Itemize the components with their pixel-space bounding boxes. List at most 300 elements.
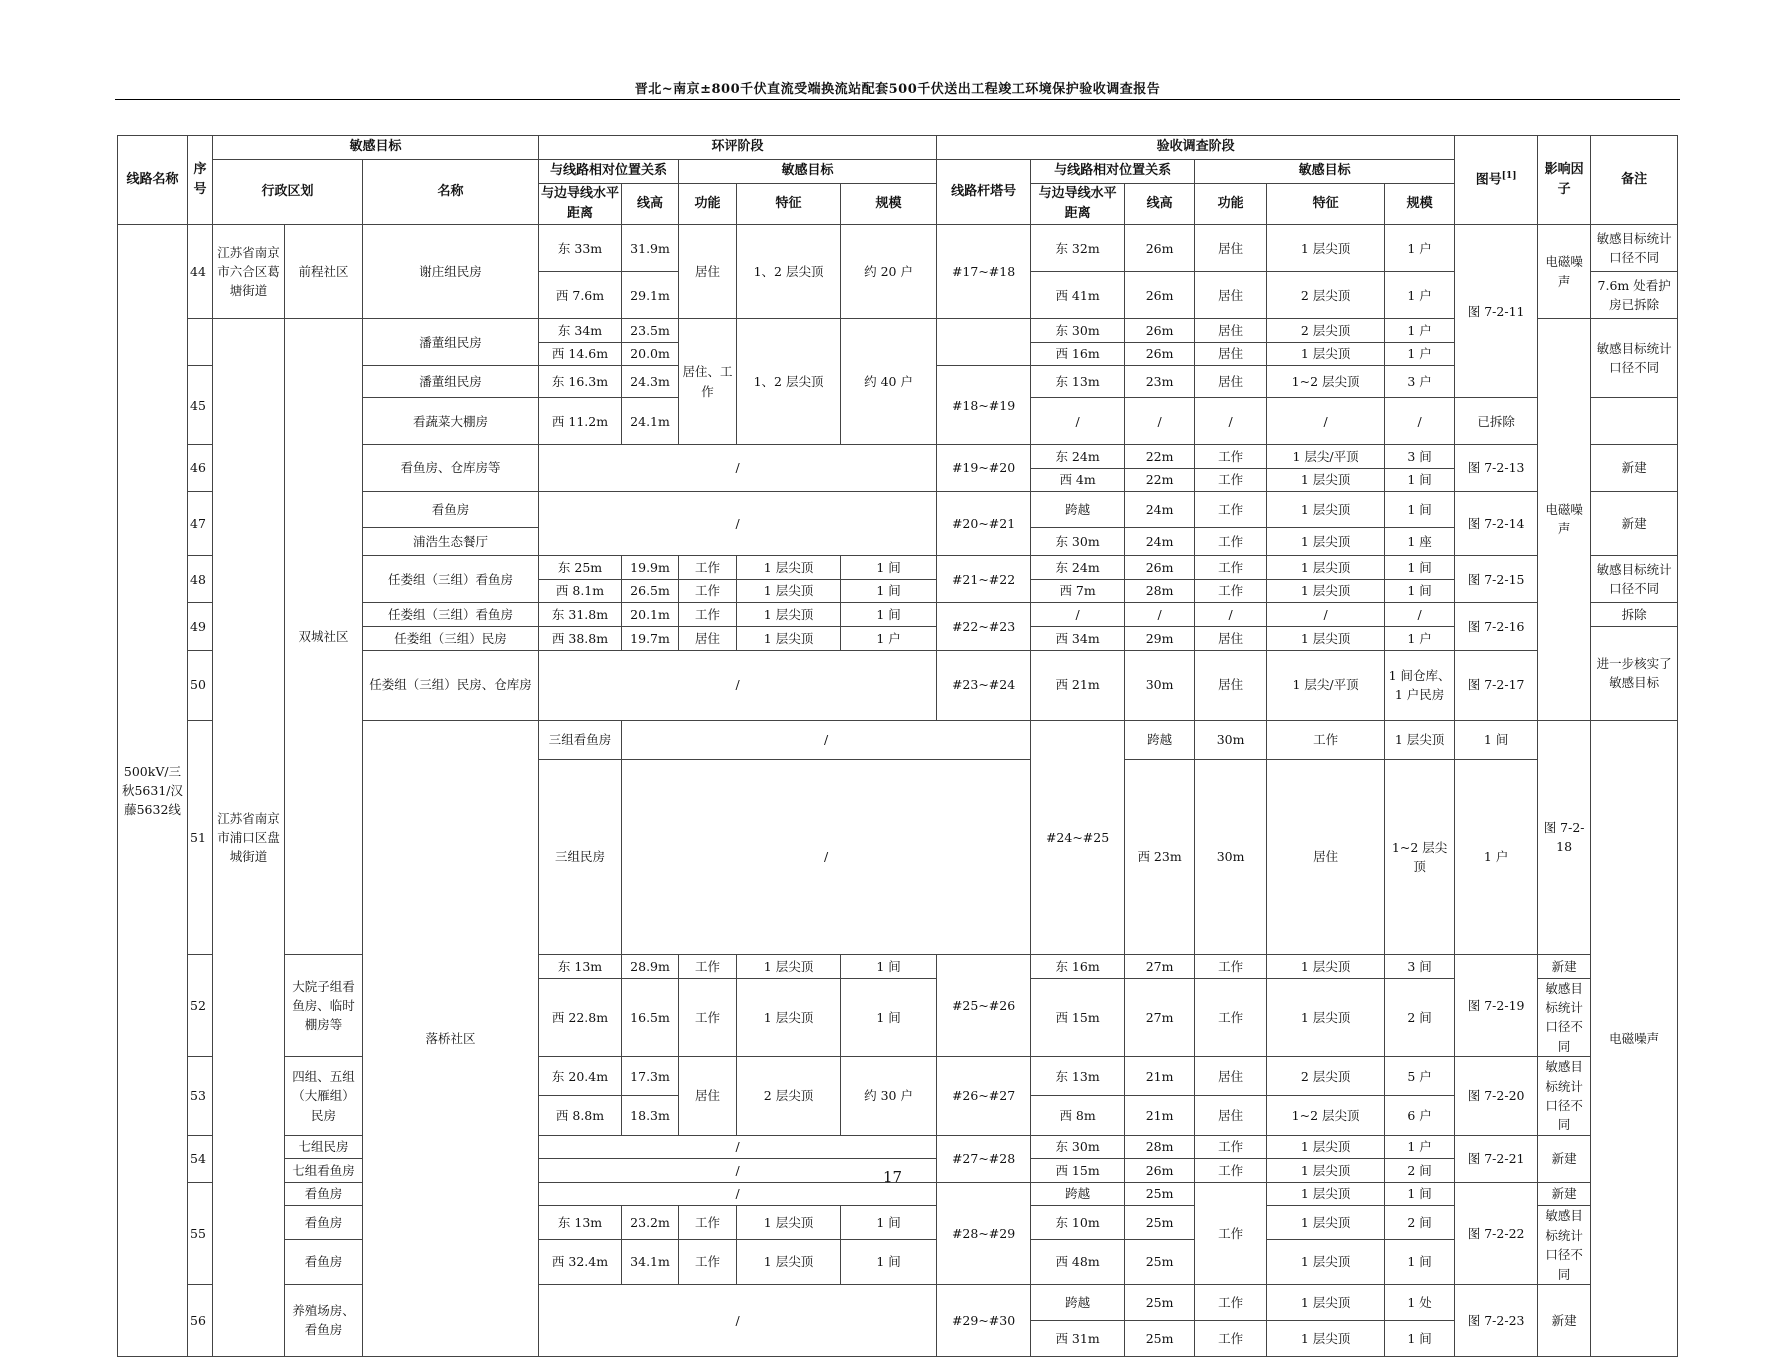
acc-cell: / — [1385, 603, 1455, 627]
eia-cell: 工作 — [679, 603, 737, 627]
acc-cell: 工作 — [1195, 1320, 1267, 1356]
remark-cell: 新建 — [1538, 1182, 1591, 1206]
col-fig-label: 图号 — [1475, 172, 1502, 188]
eia-slash: / — [539, 1284, 937, 1356]
acc-cell: 跨越 — [1031, 492, 1125, 528]
eia-cell: 1 间 — [841, 978, 937, 1057]
acc-cell: 1 处 — [1385, 1284, 1455, 1320]
acc-cell: 1 层尖顶 — [1385, 720, 1455, 760]
acc-cell: 1 层尖顶 — [1267, 1284, 1385, 1320]
seq-cell: 52 — [188, 955, 213, 1057]
acc-cell: 6 户 — [1385, 1096, 1455, 1135]
name-cell: 看鱼房 — [285, 1239, 363, 1284]
eia-cell: 31.9m — [622, 225, 679, 272]
name-cell: 三组看鱼房 — [539, 720, 622, 760]
tower-cell: #25~#26 — [937, 955, 1031, 1057]
eia-cell: 1 间 — [841, 955, 937, 979]
eia-cell: 东 20.4m — [539, 1057, 622, 1096]
acc-cell: 1 层尖顶 — [1267, 955, 1385, 979]
acc-cell: 西 4m — [1031, 468, 1125, 492]
acc-cell: 3 间 — [1385, 444, 1455, 468]
tower-cell: #26~#27 — [937, 1057, 1031, 1136]
name-cell: 任娄组（三组）看鱼房 — [363, 603, 539, 627]
eia-cell: 29.1m — [622, 272, 679, 319]
eia-cell: 1 间 — [841, 1239, 937, 1284]
acc-cell: / — [1195, 398, 1267, 445]
col-func: 功能 — [679, 184, 737, 225]
eia-cell: 工作 — [679, 1206, 737, 1239]
eia-cell: 居住 — [679, 626, 737, 650]
acc-cell: 3 户 — [1385, 366, 1455, 398]
fig-cell: 图 7-2-18 — [1538, 720, 1591, 955]
eia-cell: 约 30 户 — [841, 1057, 937, 1136]
eia-cell: 1 间 — [841, 579, 937, 603]
acc-cell: / — [1125, 603, 1195, 627]
acc-cell: 西 23m — [1125, 760, 1195, 955]
acc-cell: / — [1267, 398, 1385, 445]
acc-cell: 居住 — [1195, 1057, 1267, 1096]
remark-cell: 敏感目标统计口径不同 — [1591, 556, 1678, 603]
acc-cell: 1 层尖顶 — [1267, 342, 1385, 366]
remark-cell: 新建 — [1538, 1284, 1591, 1356]
remark-cell: 拆除 — [1591, 603, 1678, 627]
col-horiz-acc: 与边导线水平距离 — [1031, 184, 1125, 225]
acc-cell: 西 31m — [1031, 1320, 1125, 1356]
eia-cell: 西 8.8m — [539, 1096, 622, 1135]
eia-cell: 19.7m — [622, 626, 679, 650]
acc-cell: 工作 — [1195, 556, 1267, 580]
tower-cell: #19~#20 — [937, 444, 1031, 491]
col-acc-target: 敏感目标 — [1195, 160, 1455, 184]
acc-cell: 1 户 — [1385, 626, 1455, 650]
seq-cell: 54 — [188, 1135, 213, 1182]
acc-cell: 25m — [1125, 1206, 1195, 1239]
acc-cell: 西 41m — [1031, 272, 1125, 319]
eia-cell: 19.9m — [622, 556, 679, 580]
acc-cell: 26m — [1125, 556, 1195, 580]
eia-cell: 东 25m — [539, 556, 622, 580]
acc-cell: 1 层尖顶 — [1267, 556, 1385, 580]
fig-cell: 图 7-2-11 — [1455, 225, 1538, 398]
name-cell: 四组、五组（大雁组）民房 — [285, 1057, 363, 1136]
acc-cell: 30m — [1125, 650, 1195, 720]
tower-cell: #22~#23 — [937, 603, 1031, 650]
acc-cell: 26m — [1125, 1159, 1195, 1183]
name-cell: 看鱼房、仓库房等 — [363, 444, 539, 491]
eia-cell: 工作 — [679, 955, 737, 979]
acc-cell: 工作 — [1195, 444, 1267, 468]
col-horiz: 与边导线水平距离 — [539, 184, 622, 225]
col-sens-target: 敏感目标 — [213, 136, 539, 160]
col-acc-stage: 验收调查阶段 — [937, 136, 1455, 160]
eia-cell: 1 间 — [841, 603, 937, 627]
acc-cell: 1~2 层尖顶 — [1385, 760, 1455, 955]
acc-cell: 西 15m — [1031, 978, 1125, 1057]
acc-cell: 1 间 — [1385, 492, 1455, 528]
tower-cell: #27~#28 — [937, 1135, 1031, 1182]
admin-cell: 江苏省南京市六合区葛塘街道 — [213, 225, 285, 319]
eia-cell: 1 层尖顶 — [737, 626, 841, 650]
fig-cell: 图 7-2-22 — [1455, 1182, 1538, 1284]
acc-cell: 东 10m — [1031, 1206, 1125, 1239]
acc-cell: 工作 — [1195, 492, 1267, 528]
acc-cell: 26m — [1125, 319, 1195, 343]
acc-cell: 居住 — [1195, 272, 1267, 319]
fig-cell: 图 7-2-21 — [1455, 1135, 1538, 1182]
acc-cell: 工作 — [1195, 978, 1267, 1057]
acc-cell: 27m — [1125, 955, 1195, 979]
eia-cell: 23.2m — [622, 1206, 679, 1239]
acc-cell: 30m — [1195, 760, 1267, 955]
acc-cell: 2 层尖顶 — [1267, 272, 1385, 319]
eia-cell: 34.1m — [622, 1239, 679, 1284]
acc-cell: 东 16m — [1031, 955, 1125, 979]
line-name-cell: 500kV/三秋5631/汉藤5632线 — [118, 225, 188, 1357]
seq-cell: 49 — [188, 603, 213, 650]
eia-cell: 工作 — [679, 1239, 737, 1284]
acc-cell: 居住 — [1195, 319, 1267, 343]
tower-cell-upper — [937, 319, 1031, 366]
acc-cell: / — [1267, 603, 1385, 627]
admin-cell: 前程社区 — [285, 225, 363, 319]
eia-cell: 1 层尖顶 — [737, 978, 841, 1057]
acc-cell: 居住 — [1195, 225, 1267, 272]
eia-cell: 居住 — [679, 1057, 737, 1136]
acc-cell: 工作 — [1195, 1182, 1267, 1284]
acc-cell: / — [1031, 398, 1125, 445]
eia-cell: 1、2 层尖顶 — [737, 319, 841, 445]
acc-cell: 26m — [1125, 342, 1195, 366]
eia-cell: 1 层尖顶 — [737, 1239, 841, 1284]
eia-cell: 居住 — [679, 225, 737, 319]
acc-cell: 1 户 — [1385, 225, 1455, 272]
eia-cell: 工作 — [679, 978, 737, 1057]
acc-cell: 23m — [1125, 366, 1195, 398]
name-cell: 三组民房 — [539, 760, 622, 955]
acc-cell: 居住 — [1267, 760, 1385, 955]
acc-cell: / — [1125, 398, 1195, 445]
col-eia-stage: 环评阶段 — [539, 136, 937, 160]
acc-cell: 1 层尖顶 — [1267, 1206, 1385, 1239]
page-number: 17 — [882, 1168, 903, 1186]
acc-cell: 1 间 — [1385, 468, 1455, 492]
eia-slash: / — [622, 760, 1031, 955]
fig-cell: 图 7-2-20 — [1455, 1057, 1538, 1136]
name-cell: 浦浩生态餐厅 — [363, 528, 539, 556]
remark-cell: 已拆除 — [1455, 398, 1538, 445]
eia-cell: 17.3m — [622, 1057, 679, 1096]
col-scale: 规模 — [841, 184, 937, 225]
acc-cell: 1 户 — [1385, 272, 1455, 319]
eia-cell: 约 20 户 — [841, 225, 937, 319]
acc-cell: 东 30m — [1031, 1135, 1125, 1159]
acc-cell: 1 户 — [1455, 760, 1538, 955]
acc-cell: 2 间 — [1385, 978, 1455, 1057]
eia-cell: 西 22.8m — [539, 978, 622, 1057]
acc-cell: 25m — [1125, 1284, 1195, 1320]
remark-cell: 7.6m 处看护房已拆除 — [1591, 272, 1678, 319]
remark-cell: 进一步核实了敏感目标 — [1591, 626, 1678, 720]
acc-cell: 东 24m — [1031, 556, 1125, 580]
eia-cell: 居住、工作 — [679, 319, 737, 445]
tower-cell: #24~#25 — [1031, 720, 1125, 955]
acc-cell: 27m — [1125, 978, 1195, 1057]
seq-cell: 55 — [188, 1182, 213, 1284]
admin-cell: 落桥社区 — [363, 720, 539, 1356]
acc-cell: 工作 — [1195, 579, 1267, 603]
acc-cell: 居住 — [1195, 342, 1267, 366]
name-cell: 七组看鱼房 — [285, 1159, 363, 1183]
header-rule — [115, 99, 1680, 100]
acc-cell: 28m — [1125, 1135, 1195, 1159]
remark-cell: 敏感目标统计口径不同 — [1538, 978, 1591, 1057]
acc-cell: 22m — [1125, 444, 1195, 468]
eia-cell: 23.5m — [622, 319, 679, 343]
acc-cell: 西 34m — [1031, 626, 1125, 650]
eia-cell: 约 40 户 — [841, 319, 937, 445]
eia-cell: 西 11.2m — [539, 398, 622, 445]
acc-cell: 西 8m — [1031, 1096, 1125, 1135]
eia-cell: 28.9m — [622, 955, 679, 979]
acc-cell: 2 间 — [1385, 1159, 1455, 1183]
acc-cell: 工作 — [1195, 955, 1267, 979]
acc-cell: / — [1195, 603, 1267, 627]
name-cell: 潘董组民房 — [363, 366, 539, 398]
name-cell: 七组民房 — [285, 1135, 363, 1159]
acc-cell: 29m — [1125, 626, 1195, 650]
acc-cell: 东 30m — [1031, 319, 1125, 343]
eia-cell: 1 户 — [841, 626, 937, 650]
acc-cell: 居住 — [1195, 626, 1267, 650]
seq-cell: 50 — [188, 650, 213, 720]
eia-cell: 东 13m — [539, 1206, 622, 1239]
col-feature: 特征 — [737, 184, 841, 225]
remark-cell: 新建 — [1538, 955, 1591, 979]
col-scale-acc: 规模 — [1385, 184, 1455, 225]
eia-cell: 东 34m — [539, 319, 622, 343]
acc-cell: 3 间 — [1385, 955, 1455, 979]
name-cell: 看蔬菜大棚房 — [363, 398, 539, 445]
eia-cell: 工作 — [679, 579, 737, 603]
col-tower: 线路杆塔号 — [937, 160, 1031, 225]
tower-cell: #23~#24 — [937, 650, 1031, 720]
acc-cell: 工作 — [1195, 468, 1267, 492]
eia-cell: 1 间 — [841, 1206, 937, 1239]
acc-cell: 26m — [1125, 225, 1195, 272]
acc-cell: 工作 — [1195, 1159, 1267, 1183]
acc-cell: 居住 — [1195, 650, 1267, 720]
eia-cell: 东 33m — [539, 225, 622, 272]
remark-cell: 新建 — [1591, 444, 1678, 491]
eia-cell: 1 层尖顶 — [737, 955, 841, 979]
acc-cell: 21m — [1125, 1057, 1195, 1096]
name-cell: 潘董组民房 — [363, 319, 539, 366]
seq-cell: 53 — [188, 1057, 213, 1136]
eia-cell: 西 32.4m — [539, 1239, 622, 1284]
name-cell: 大院子组看鱼房、临时棚房等 — [285, 955, 363, 1057]
eia-slash: / — [539, 492, 937, 556]
acc-cell: 工作 — [1195, 1135, 1267, 1159]
acc-cell: 跨越 — [1031, 1182, 1125, 1206]
seq-spacer — [188, 319, 213, 366]
seq-cell: 44 — [188, 225, 213, 319]
acc-cell: 1~2 层尖顶 — [1267, 366, 1385, 398]
col-seq: 序号 — [188, 136, 213, 225]
factor-cell: 电磁噪声 — [1538, 319, 1591, 720]
eia-cell: 1 层尖顶 — [737, 603, 841, 627]
acc-cell: 1 层尖顶 — [1267, 1182, 1385, 1206]
eia-cell: 1 层尖顶 — [737, 579, 841, 603]
fig-cell: 图 7-2-23 — [1455, 1284, 1538, 1356]
acc-cell: 28m — [1125, 579, 1195, 603]
acc-cell: 东 32m — [1031, 225, 1125, 272]
eia-cell: 东 31.8m — [539, 603, 622, 627]
eia-cell: 16.5m — [622, 978, 679, 1057]
seq-cell: 48 — [188, 556, 213, 603]
eia-slash: / — [539, 650, 937, 720]
acc-cell: 1 座 — [1385, 528, 1455, 556]
acc-cell: 1 层尖顶 — [1267, 1159, 1385, 1183]
remark-cell: 敏感目标统计口径不同 — [1538, 1206, 1591, 1285]
acc-cell: 1 间 — [1385, 1239, 1455, 1284]
col-feature-acc: 特征 — [1267, 184, 1385, 225]
acc-cell: 工作 — [1195, 1284, 1267, 1320]
acc-cell: 2 层尖顶 — [1267, 1057, 1385, 1096]
eia-cell: 1 间 — [841, 556, 937, 580]
tower-cell: #17~#18 — [937, 225, 1031, 319]
eia-slash: / — [539, 444, 937, 491]
col-remark: 备注 — [1591, 136, 1678, 225]
seq-cell: 56 — [188, 1284, 213, 1356]
acc-cell: 1 层尖/平顶 — [1267, 650, 1385, 720]
tower-cell: #21~#22 — [937, 556, 1031, 603]
name-cell: 任娄组（三组）民房、仓库房 — [363, 650, 539, 720]
col-factor: 影响因子 — [1538, 136, 1591, 225]
acc-cell: 1 层尖顶 — [1267, 626, 1385, 650]
acc-cell: 26m — [1125, 272, 1195, 319]
eia-cell: 1、2 层尖顶 — [737, 225, 841, 319]
acc-cell: 25m — [1125, 1239, 1195, 1284]
acc-cell: 1 层尖顶 — [1267, 492, 1385, 528]
admin-cell: 江苏省南京市浦口区盘城街道 — [213, 319, 285, 1357]
eia-cell: 24.1m — [622, 398, 679, 445]
eia-slash: / — [539, 1159, 937, 1183]
acc-cell: 24m — [1125, 492, 1195, 528]
acc-cell: 25m — [1125, 1182, 1195, 1206]
acc-cell: 1 户 — [1385, 319, 1455, 343]
fig-cell: 图 7-2-15 — [1455, 556, 1538, 603]
acc-cell: 1 间 — [1385, 1182, 1455, 1206]
tower-cell: #18~#19 — [937, 366, 1031, 445]
name-cell: 谢庄组民房 — [363, 225, 539, 319]
name-cell: 看鱼房 — [285, 1206, 363, 1239]
eia-cell: 26.5m — [622, 579, 679, 603]
col-rel-pos: 与线路相对位置关系 — [539, 160, 679, 184]
acc-cell: 24m — [1125, 528, 1195, 556]
acc-cell: 跨越 — [1125, 720, 1195, 760]
name-cell: 任娄组（三组）看鱼房 — [363, 556, 539, 603]
col-fig-footnote: [1] — [1501, 170, 1517, 181]
tower-cell: #28~#29 — [937, 1182, 1031, 1284]
acc-cell: 工作 — [1195, 528, 1267, 556]
tower-cell: #29~#30 — [937, 1284, 1031, 1356]
remark-cell: 敏感目标统计口径不同 — [1591, 319, 1678, 398]
acc-cell: 2 间 — [1385, 1206, 1455, 1239]
seq-cell: 46 — [188, 444, 213, 491]
acc-cell: 西 16m — [1031, 342, 1125, 366]
fig-cell: 图 7-2-13 — [1455, 444, 1538, 491]
acc-cell: 1 户 — [1385, 342, 1455, 366]
eia-cell: 20.0m — [622, 342, 679, 366]
acc-cell: 2 层尖顶 — [1267, 319, 1385, 343]
acc-cell: 30m — [1195, 720, 1267, 760]
acc-cell: 西 48m — [1031, 1239, 1125, 1284]
remark-cell: 新建 — [1591, 492, 1678, 556]
acc-cell: 1 层尖顶 — [1267, 579, 1385, 603]
admin-cell: 双城社区 — [285, 319, 363, 955]
eia-cell: 18.3m — [622, 1096, 679, 1135]
col-eia-target: 敏感目标 — [679, 160, 937, 184]
eia-cell: 西 14.6m — [539, 342, 622, 366]
fig-cell: 图 7-2-17 — [1455, 650, 1538, 720]
seq-cell: 47 — [188, 492, 213, 556]
seq-cell: 45 — [188, 366, 213, 445]
acc-cell: / — [1385, 398, 1455, 445]
acc-cell: 22m — [1125, 468, 1195, 492]
col-fig — [1455, 136, 1538, 225]
acc-cell: 1 间 — [1385, 579, 1455, 603]
acc-cell: 东 13m — [1031, 366, 1125, 398]
col-func-acc: 功能 — [1195, 184, 1267, 225]
acc-cell: 西 21m — [1031, 650, 1125, 720]
name-cell: 养殖场房、看鱼房 — [285, 1284, 363, 1356]
acc-cell: 西 15m — [1031, 1159, 1125, 1183]
acc-cell: 东 24m — [1031, 444, 1125, 468]
eia-cell: 1 层尖顶 — [737, 1206, 841, 1239]
factor-cell: 电磁噪声 — [1538, 225, 1591, 319]
acc-cell: 1 层尖顶 — [1267, 225, 1385, 272]
acc-cell: 1 层尖顶 — [1267, 978, 1385, 1057]
col-admin: 行政区划 — [213, 160, 363, 225]
fig-cell: 图 7-2-14 — [1455, 492, 1538, 556]
acc-cell: 1 间 — [1455, 720, 1538, 760]
acc-cell: 居住 — [1195, 366, 1267, 398]
fig-cell: 图 7-2-19 — [1455, 955, 1538, 1057]
remark-cell: 新建 — [1538, 1135, 1591, 1182]
acc-cell: 1~2 层尖顶 — [1267, 1096, 1385, 1135]
remark-cell: 敏感目标统计口径不同 — [1538, 1057, 1591, 1136]
acc-cell: 1 间仓库、1 户民房 — [1385, 650, 1455, 720]
col-name: 名称 — [363, 160, 539, 225]
fig-cell: 图 7-2-16 — [1455, 603, 1538, 650]
col-height: 线高 — [622, 184, 679, 225]
eia-cell: 西 38.8m — [539, 626, 622, 650]
eia-cell: 2 层尖顶 — [737, 1057, 841, 1136]
name-cell: 看鱼房 — [363, 492, 539, 528]
page-header: 晋北~南京±800千伏直流受端换流站配套500千伏送出工程竣工环境保护验收调查报告 — [634, 82, 1161, 97]
name-cell: 看鱼房 — [285, 1182, 363, 1206]
name-cell: 任娄组（三组）民房 — [363, 626, 539, 650]
acc-cell: 1 层尖顶 — [1267, 1239, 1385, 1284]
acc-cell: / — [1031, 603, 1125, 627]
eia-slash: / — [539, 1135, 937, 1159]
col-height-acc: 线高 — [1125, 184, 1195, 225]
eia-cell: 东 16.3m — [539, 366, 622, 398]
eia-cell: 20.1m — [622, 603, 679, 627]
acc-cell: 东 30m — [1031, 528, 1125, 556]
acc-cell: 1 层尖顶 — [1267, 468, 1385, 492]
eia-cell: 1 层尖顶 — [737, 556, 841, 580]
